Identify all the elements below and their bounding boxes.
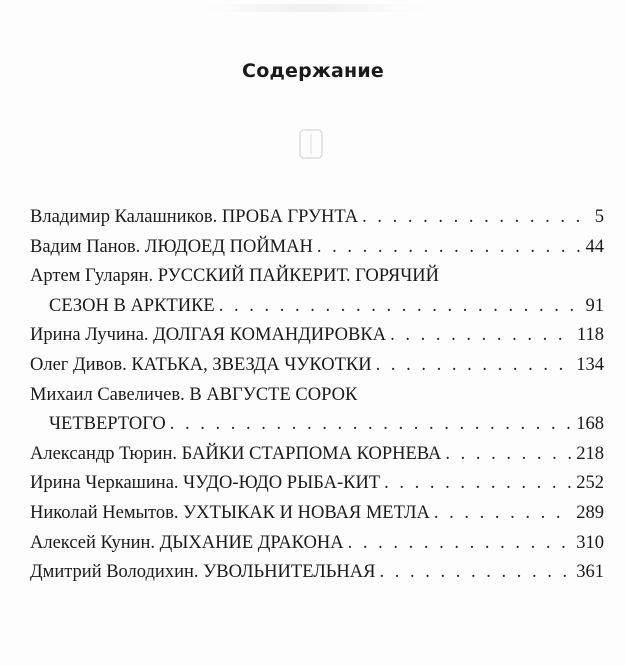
bleed-through-shadow — [200, 4, 426, 12]
toc-entry-title-line — [30, 469, 380, 499]
toc-page-number: 5 — [594, 207, 604, 227]
toc-author: Владимир Калашников. — [30, 207, 218, 227]
bleed-through-emblem — [296, 126, 326, 162]
toc-page-number: 310 — [576, 532, 604, 553]
page-title: Содержание — [242, 60, 384, 82]
toc-entry-title-line — [30, 529, 344, 559]
toc-entry — [30, 529, 604, 559]
toc-page-number: 44 — [585, 236, 604, 257]
toc-author: Олег Дивов. — [30, 354, 127, 375]
toc-work-title: ДОЛГАЯ КОМАНДИРОВКА — [153, 325, 387, 346]
toc-entry — [30, 233, 604, 263]
toc-entry-title-line — [30, 321, 386, 351]
dot-leader — [390, 321, 573, 351]
dot-leader — [170, 410, 572, 440]
toc-author: Александр Тюрин. — [30, 443, 178, 464]
toc-author: Дмитрий Володихин. — [30, 562, 199, 583]
toc-author: Артем Гуларян. — [30, 266, 154, 287]
toc-author: Николай Немытов. — [30, 502, 179, 523]
toc-work-title: УХТЫКАК И НОВАЯ МЕТЛА — [183, 502, 430, 523]
dot-leader — [379, 558, 572, 588]
toc-work-title: ПРОБА ГРУНТА — [221, 207, 359, 227]
dot-leader — [434, 499, 572, 529]
dot-leader — [445, 440, 572, 470]
toc-work-title: ЧУДО-ЮДО РЫБА-КИТ — [183, 473, 381, 494]
toc-entry — [30, 381, 604, 440]
dot-leader — [376, 351, 573, 381]
toc-author: Ирина Лучина. — [30, 325, 149, 346]
toc-entry — [30, 203, 604, 233]
dot-leader — [317, 233, 582, 263]
toc-page-number: 134 — [576, 354, 604, 375]
toc-entry — [30, 469, 604, 499]
toc-entry-title-line — [30, 233, 313, 263]
toc-entry-title-line — [30, 440, 441, 470]
toc-work-title: ДЫХАНИЕ ДРАКОНА — [159, 532, 344, 553]
toc-work-title: БАЙКИ СТАРПОМА КОРНЕВА — [181, 443, 442, 464]
toc-page-number: 218 — [576, 443, 604, 464]
toc-entry — [30, 262, 604, 321]
toc-entry-title-line — [30, 558, 375, 588]
dot-leader — [362, 203, 591, 233]
toc-author: Алексей Кунин. — [30, 532, 156, 553]
toc-work-title-continued: СЕЗОН В АРКТИКЕ — [49, 295, 215, 316]
toc-page-number: 91 — [585, 295, 604, 316]
dot-leader — [384, 469, 572, 499]
toc-entry-title-line — [30, 262, 439, 292]
toc-work-title-continued: ЧЕТВЕРТОГО — [49, 414, 166, 435]
toc-entry-title-line — [30, 203, 358, 233]
toc-entry — [30, 440, 604, 470]
toc-page-number: 168 — [576, 414, 604, 435]
toc-page-number: 252 — [576, 473, 604, 494]
dot-leader — [219, 292, 582, 322]
toc-entry — [30, 499, 604, 529]
toc-author: Вадим Панов. — [30, 236, 141, 257]
toc-entry — [30, 558, 604, 588]
toc-author: Ирина Черкашина. — [30, 473, 179, 494]
toc-entry-title-line — [30, 381, 357, 411]
toc-work-title: РУССКИЙ ПАЙКЕРИТ. ГОРЯЧИЙ — [157, 266, 439, 287]
toc-page-number: 118 — [576, 325, 604, 346]
toc-author: Михаил Савеличев. — [30, 384, 185, 405]
toc-entry-title-line — [30, 351, 372, 381]
toc-entry — [30, 321, 604, 351]
toc-entry-title-line — [30, 499, 430, 529]
toc-work-title: КАТЬКА, ЗВЕЗДА ЧУКОТКИ — [131, 354, 372, 375]
toc-page-number: 289 — [576, 502, 604, 523]
dot-leader — [348, 529, 573, 559]
toc-work-title: УВОЛЬНИТЕЛЬНАЯ — [203, 562, 376, 583]
toc-work-title: ЛЮДОЕД ПОЙМАН — [144, 236, 313, 257]
toc-entry — [30, 351, 604, 381]
toc-work-title: В АВГУСТЕ СОРОК — [189, 384, 358, 405]
toc-page-number: 361 — [576, 562, 604, 583]
table-of-contents — [30, 203, 604, 588]
